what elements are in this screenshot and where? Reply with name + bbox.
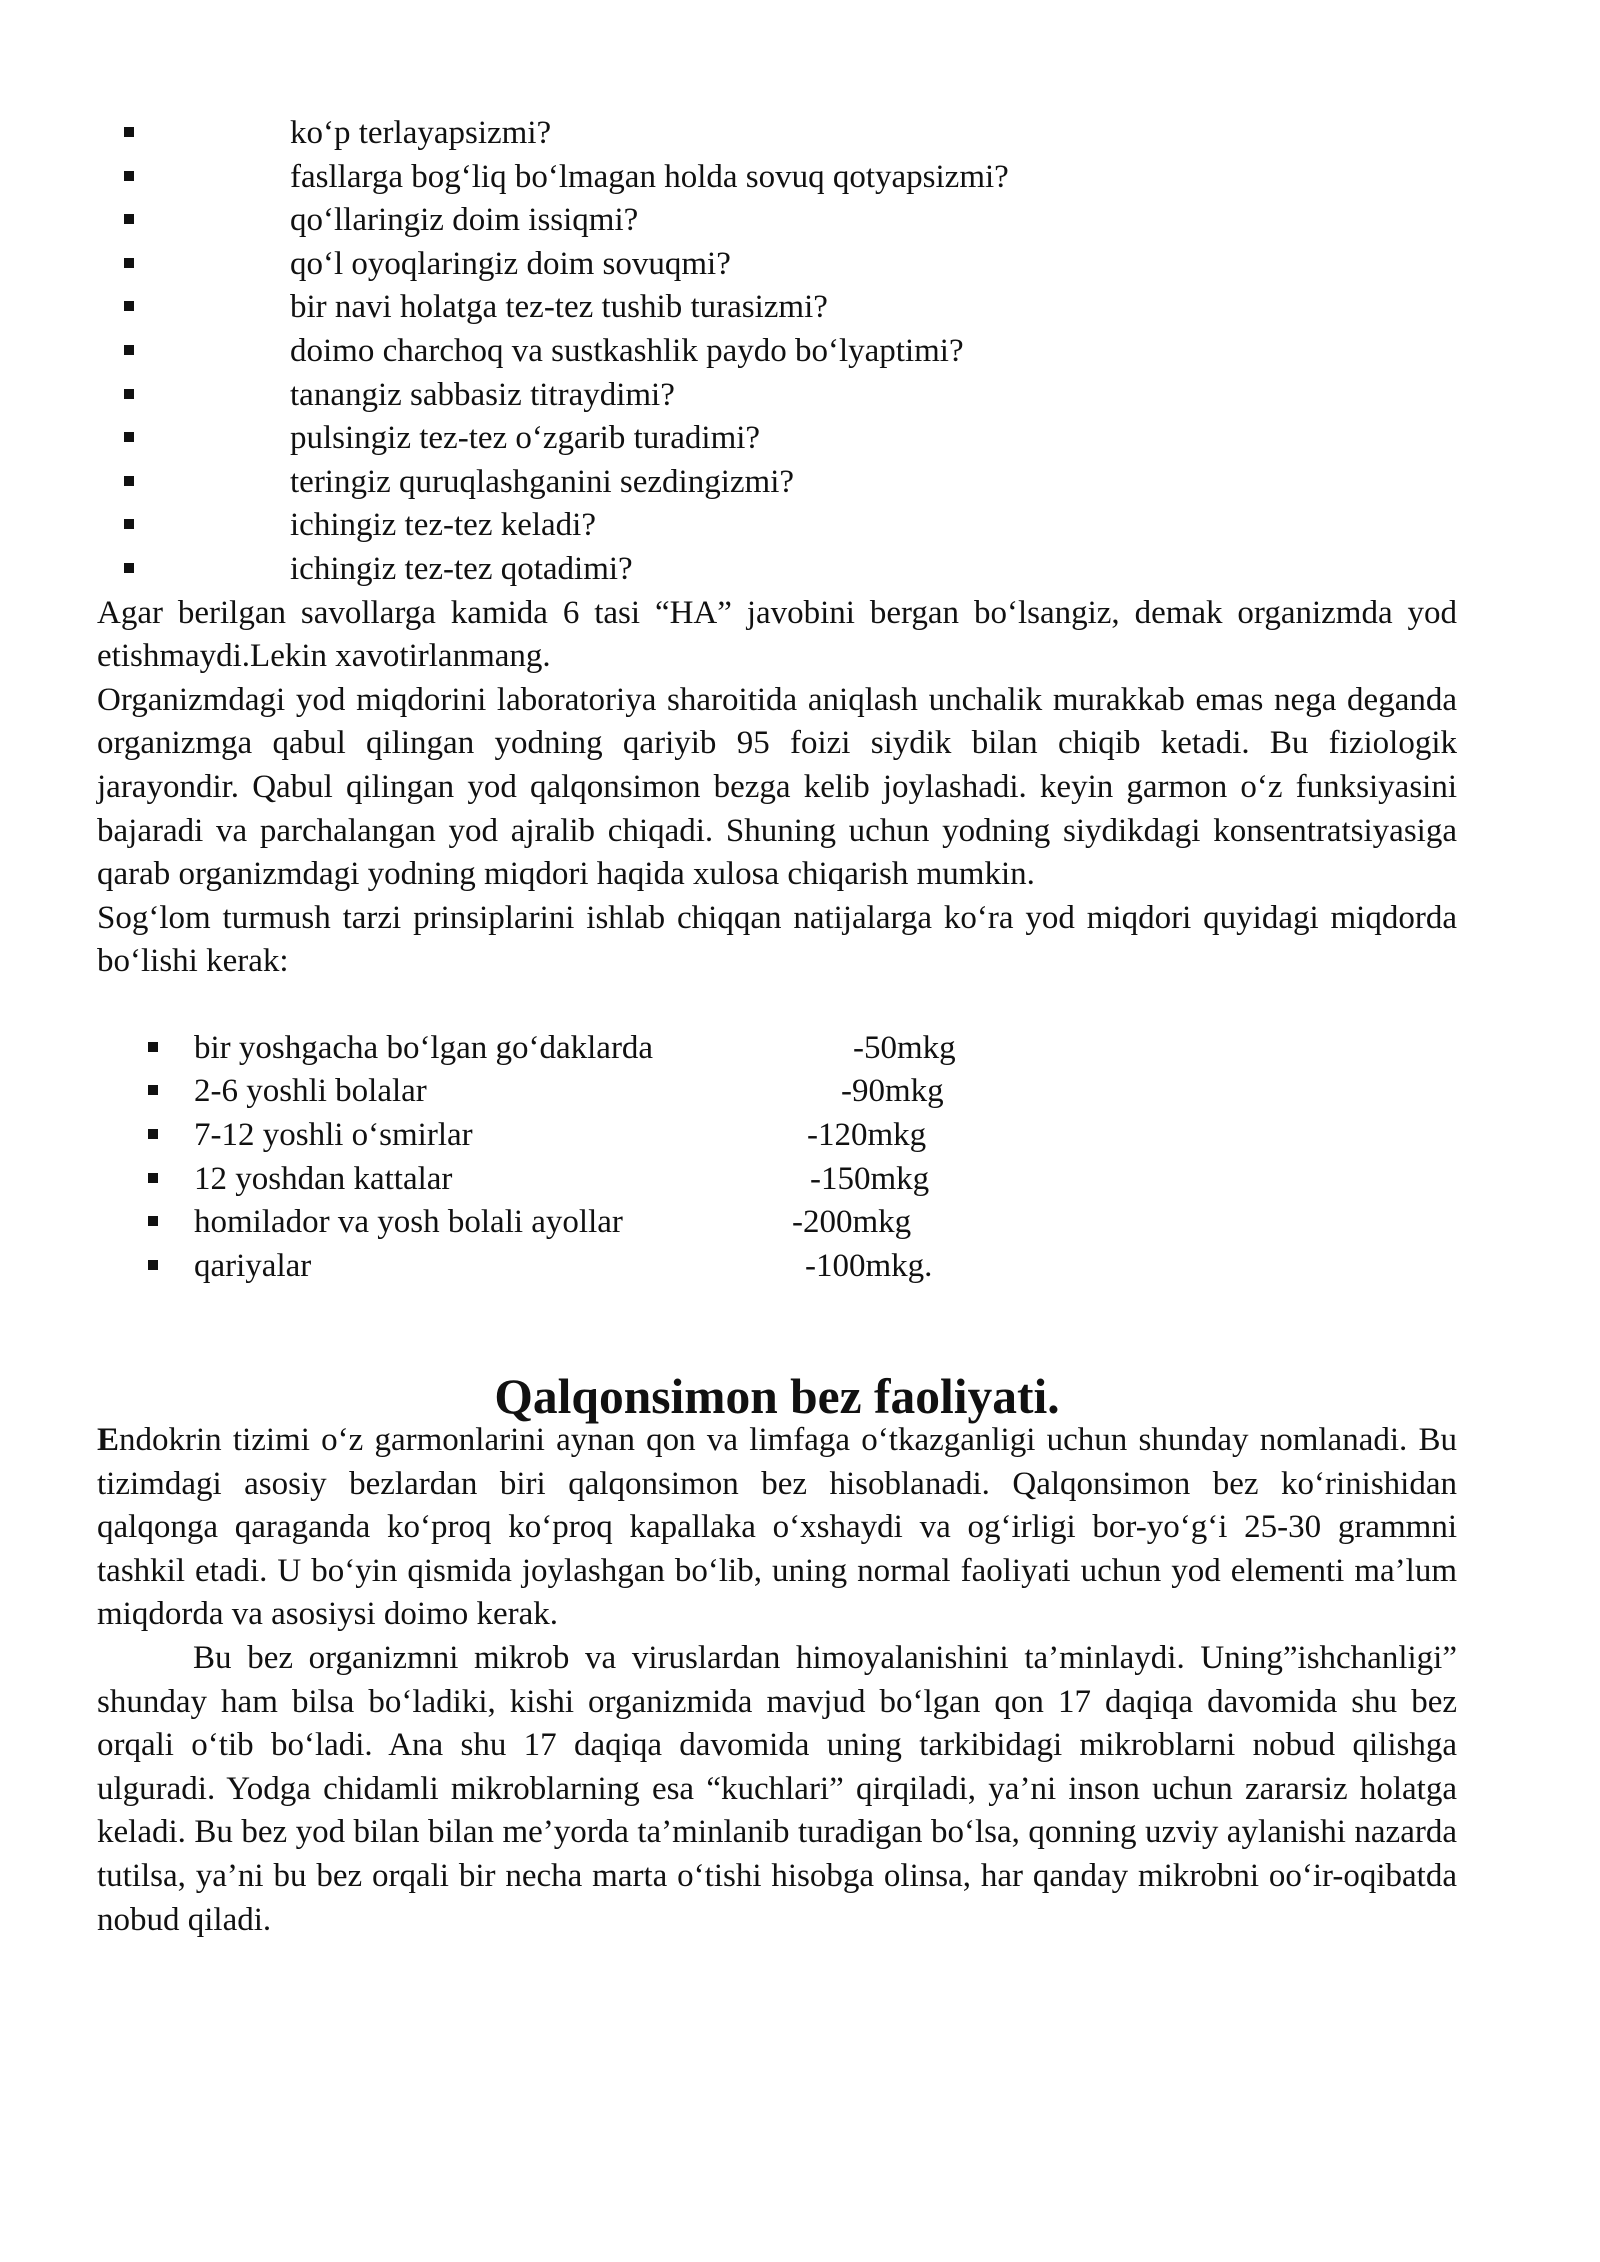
dose-group-label: 12 yoshdan kattalar — [194, 1160, 453, 1197]
question-text: ichingiz tez-tez keladi? — [290, 507, 596, 544]
section-heading: Qalqonsimon bez faoliyati. — [494, 1369, 1060, 1425]
question-text: doimo charchoq va sustkashlik paydo bo‘lyaptimi? — [290, 332, 964, 369]
list-item — [97, 243, 1457, 287]
square-bullet-icon — [124, 389, 134, 399]
list-item — [97, 112, 1457, 156]
dose-group-label: 2-6 yoshli bolalar — [194, 1073, 427, 1110]
dose-group-label: bir yoshgacha bo‘lgan go‘daklarda — [194, 1029, 654, 1066]
square-bullet-icon — [124, 563, 134, 573]
list-item — [97, 1158, 1457, 1202]
list-item — [97, 199, 1457, 243]
list-item — [97, 461, 1457, 505]
list-item — [97, 1027, 1457, 1071]
list-item — [97, 1201, 1457, 1245]
question-text: pulsingiz tez-tez o‘zgarib turadimi? — [290, 420, 761, 457]
question-text: tanangiz sabbasiz titraydimi? — [290, 376, 675, 413]
dose-value: -50mkg — [853, 1029, 956, 1066]
dose-value: -200mkg — [792, 1204, 912, 1241]
square-bullet-icon — [124, 519, 134, 529]
initial-letter: E — [97, 1422, 120, 1459]
list-item — [97, 156, 1457, 200]
blank-line — [97, 984, 1457, 1027]
dose-value: -100mkg. — [805, 1247, 933, 1284]
list-item — [97, 548, 1457, 592]
list-item — [97, 504, 1457, 548]
square-bullet-icon — [124, 127, 134, 137]
list-item — [97, 1070, 1457, 1114]
list-item — [97, 417, 1457, 461]
iodine-dose-list — [97, 1027, 1457, 1289]
question-text: teringiz quruqlashganini sezdingizmi? — [290, 463, 795, 500]
square-bullet-icon — [124, 476, 134, 486]
question-text: ko‘p terlayapsizmi? — [290, 115, 552, 151]
question-text: bir navi holatga tez-tez tushib turasizmi? — [290, 289, 828, 326]
list-item — [97, 1114, 1457, 1158]
symptom-question-list — [97, 112, 1457, 592]
list-item — [97, 330, 1457, 374]
dose-group-label: homilador va yosh bolali ayollar — [194, 1204, 623, 1241]
question-text: qo‘llaringiz doim issiqmi? — [290, 202, 639, 239]
dose-group-label: qariyalar — [194, 1247, 312, 1284]
square-bullet-icon — [124, 214, 134, 224]
dose-value: -90mkg — [841, 1073, 944, 1110]
square-bullet-icon — [148, 1085, 158, 1095]
dose-value: -120mkg — [807, 1117, 927, 1154]
square-bullet-icon — [148, 1216, 158, 1226]
question-text: ichingiz tez-tez qotadimi? — [290, 550, 633, 587]
square-bullet-icon — [124, 432, 134, 442]
square-bullet-icon — [148, 1042, 158, 1052]
square-bullet-icon — [148, 1260, 158, 1270]
paragraph-iodine-deficiency: Agar berilgan savollarga kamida 6 tasi “HA” javobini bergan bo‘lsangiz, demak organizmda yod etishmaydi.Lekin xavotirlanmang. — [97, 594, 1457, 675]
paragraph-gland-function: Bu bez organizmni mikrob va viruslardan himoyalanishini ta’minlaydi. Uning”ishchanligi” shunday ham bilsa bo‘ladiki, kishi organizmida mavjud bo‘lgan qon 17 daqiqa davomida shu bez orqali o‘tib bo‘ladi. Ana shu 17 daqiqa davomida uning tarkibidagi mikroblarni nobud qilishga ulguradi. Yodga chidamli mikroblarning esa “kuchlari” qirqiladi, ya’ni inson uchun zararsiz holatga keladi. Bu bez yod bilan bilan me’yorda ta’minlanib turadigan bo‘lsa, qonning uzviy aylanishi nazarda tutilsa, ya’ni bu bez orqali bir necha marta o‘tishi hisobga olinsa, har qanday mikrobni oo‘ir-oqibatda nobud qiladi. — [97, 1640, 1457, 1938]
list-item — [97, 374, 1457, 418]
list-item — [97, 1245, 1457, 1289]
question-text: fasllarga bog‘liq bo‘lmagan holda sovuq qotyapsizmi? — [290, 158, 1009, 195]
list-item — [97, 286, 1457, 330]
square-bullet-icon — [124, 171, 134, 181]
paragraph-endocrine-system — [97, 1419, 1457, 1637]
square-bullet-icon — [124, 301, 134, 311]
square-bullet-icon — [124, 258, 134, 268]
square-bullet-icon — [124, 345, 134, 355]
dose-value: -150mkg — [810, 1160, 930, 1197]
paragraph-norms-intro: Sog‘lom turmush tarzi prinsiplarini ishlab chiqqan natijalarga ko‘ra yod miqdori quyidagi miqdorda bo‘lishi kerak: — [97, 899, 1457, 980]
dose-group-label: 7-12 yoshli o‘smirlar — [194, 1117, 473, 1154]
paragraph-text: ndokrin tizimi o‘z garmonlarini aynan qon va limfaga o‘tkazganligi uchun shunday nomlanadi. Bu tizimdagi asosiy bezlardan biri qalqonsimon bez hisoblanadi. Qalqonsimon bez ko‘rinishidan qalqonga qaraganda ko‘proq ko‘proq kapallaka o‘xshaydi va og‘irligi bor-yo‘g‘i 25-30 grammni tashkil etadi. U bo‘yin qismida joylashgan bo‘lib, uning normal faoliyati uchun yod elementi ma’lum miqdorda va asosiysi doimo kerak. — [97, 1422, 1457, 1633]
square-bullet-icon — [148, 1173, 158, 1183]
paragraph-lab-analysis: Organizmdagi yod miqdorini laboratoriya sharoitida aniqlash unchalik murakkab emas nega deganda organizmga qabul qilingan yodning qariyib 95 foizi siydik bilan chiqib ketadi. Bu fiziologik jarayondir. Qabul qilingan yod qalqonsimon bezga kelib joylashadi. keyin garmon o‘z funksiyasini bajaradi va parchalangan yod ajralib chiqadi. Shuning uchun yodning siydikdagi konsentratsiyasiga qarab organizmdagi yodning miqdori haqida xulosa chiqarish mumkin. — [97, 681, 1457, 893]
square-bullet-icon — [148, 1129, 158, 1139]
question-text: qo‘l oyoqlaringiz doim sovuqmi? — [290, 245, 731, 282]
